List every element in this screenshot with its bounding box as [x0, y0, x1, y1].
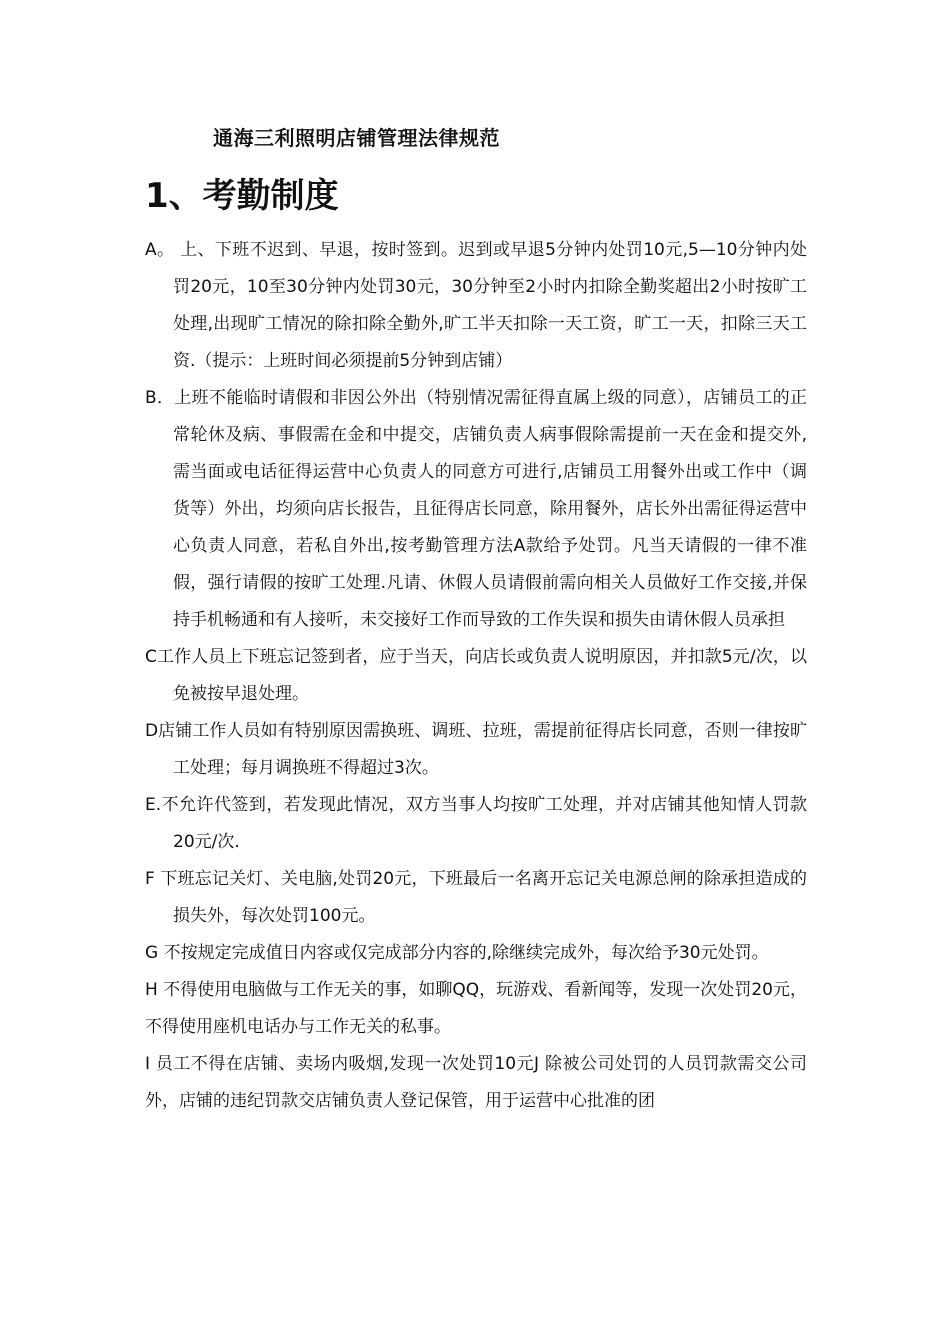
rule-paragraph-f: F 下班忘记关灯、关电脑,处罚20元，下班最后一名离开忘记关电源总闸的除承担造成的损失外，每次处罚100元。: [145, 869, 807, 926]
rule-paragraph-a: A。 上、下班不迟到、早退，按时签到。迟到或早退5分钟内处罚10元,5—10分钟内处罚20元，10至30分钟内处罚30元，30分钟至2小时内扣除全勤奖超出2小时按旷工处理,出现旷工情况的除扣除全勤外,旷工半天扣除一天工资，旷工一天，扣除三天工资.（提示：上班时间必须提前5分钟到店铺）: [145, 240, 807, 371]
rule-paragraph-e: E.不允许代签到，若发现此情况，双方当事人均按旷工处理，并对店铺其他知情人罚款20元/次.: [145, 795, 807, 852]
rule-paragraph-b: B．上班不能临时请假和非因公外出（特别情况需征得直属上级的同意），店铺员工的正常轮休及病、事假需在金和中提交，店铺负责人病事假除需提前一天在金和提交外,需当面或电话征得运营中心负责人的同意方可进行,店铺员工用餐外出或工作中（调货等）外出，均须向店长报告，且征得店长同意，除用餐外，店长外出需征得运营中心负责人同意，若私自外出,按考勤管理方法A款给予处罚。凡当天请假的一律不准假，强行请假的按旷工处理.凡请、休假人员请假前需向相关人员做好工作交接,并保持手机畅通和有人接听，未交接好工作而导致的工作失误和损失由请休假人员承担: [145, 388, 807, 630]
rule-paragraph-g: G 不按规定完成值日内容或仅完成部分内容的,除继续完成外，每次给予30元处罚。: [145, 943, 769, 963]
rule-paragraph-d: D店铺工作人员如有特别原因需换班、调班、拉班，需提前征得店长同意，否则一律按旷工处理；每月调换班不得超过3次。: [145, 721, 807, 778]
section-heading: 1、考勤制度: [145, 176, 339, 216]
rule-paragraph-c: C工作人员上下班忘记签到者，应于当天，向店长或负责人说明原因，并扣款5元/次，以免被按早退处理。: [145, 647, 807, 704]
rule-paragraph-i-j: I 员工不得在店铺、卖场内吸烟,发现一次处罚10元J 除被公司处罚的人员罚款需交公司外，店铺的违纪罚款交店铺负责人登记保管，用于运营中心批准的团: [145, 1054, 807, 1111]
document-body: [145, 232, 807, 1120]
rule-paragraph-h: H 不得使用电脑做与工作无关的事，如聊QQ，玩游戏、看新闻等，发现一次处罚20元，不得使用座机电话办与工作无关的私事。: [145, 980, 807, 1037]
document-title: 通海三利照明店铺管理法律规范: [213, 126, 500, 150]
